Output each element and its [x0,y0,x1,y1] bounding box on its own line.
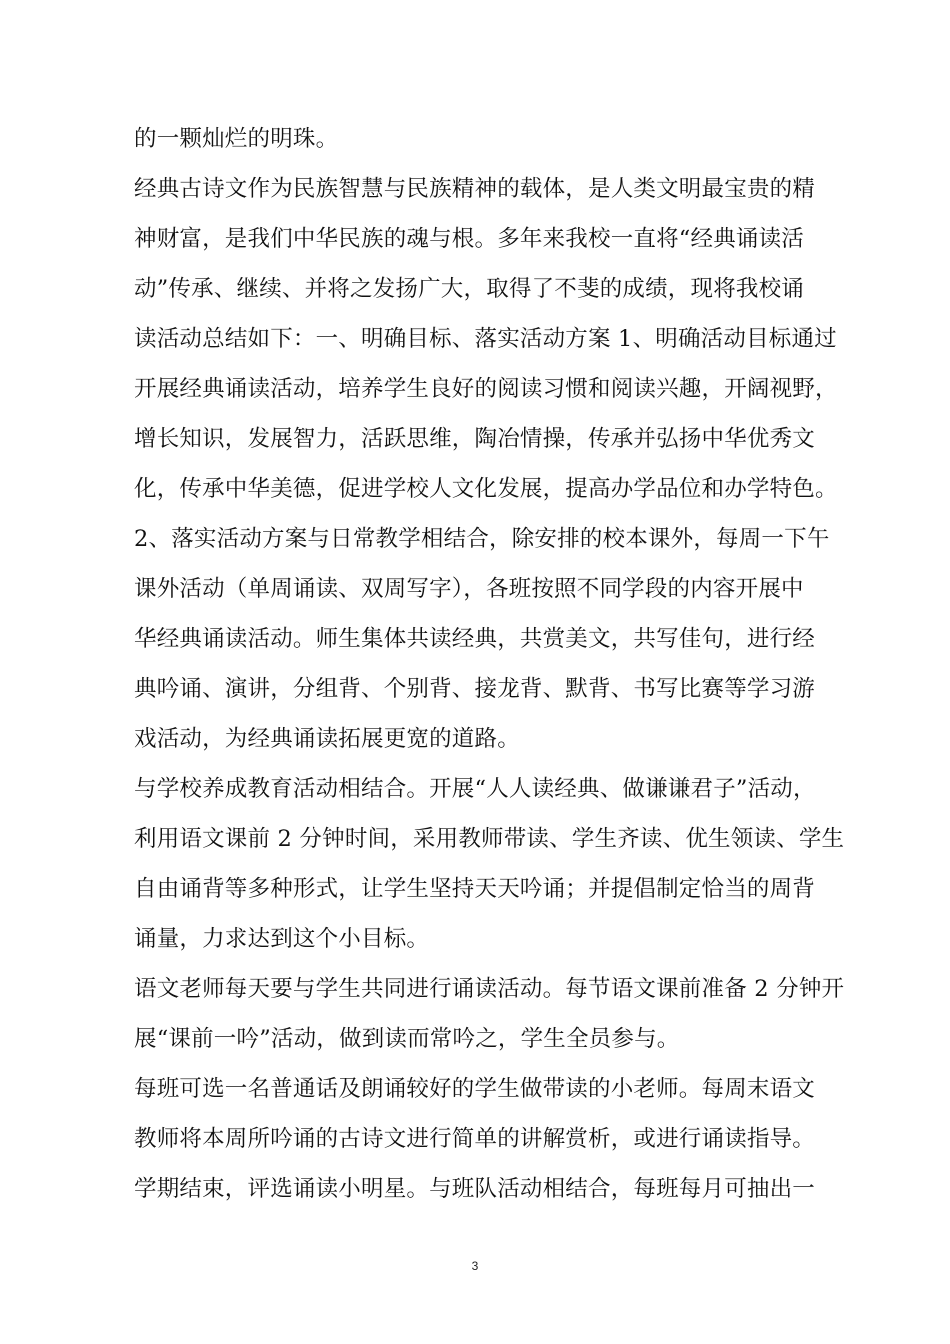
text-line: 展“课前一吟”活动，做到读而常吟之，学生全员参与。 [134,1026,680,1052]
text-line: 课外活动（单周诵读、双周写字），各班按照不同学段的内容开展中 [134,576,804,602]
text-line: 利用语文课前 2 分钟时间，采用教师带读、学生齐读、优生领读、学生 [134,826,845,852]
text-line: 的一颗灿烂的明珠。 [134,126,339,152]
text-line: 学期结束，评选诵读小明星。与班队活动相结合，每班每月可抽出一 [134,1176,816,1202]
text-line: 动”传承、继续、并将之发扬广大，取得了不斐的成绩，现将我校诵 [134,276,805,302]
text-line: 华经典诵读活动。师生集体共读经典，共赏美文，共写佳句，进行经 [134,626,816,652]
text-line: 每班可选一名普通话及朗诵较好的学生做带读的小老师。每周末语文 [134,1076,816,1102]
text-line: 诵量，力求达到这个小目标。 [134,926,430,952]
text-line: 教师将本周所吟诵的古诗文进行简单的讲解赏析，或进行诵读指导。 [134,1126,816,1152]
text-line: 神财富，是我们中华民族的魂与根。多年来我校一直将“经典诵读活 [134,226,805,252]
page-number: 3 [471,1259,479,1273]
text-line: 语文老师每天要与学生共同进行诵读活动。每节语文课前准备 2 分钟开 [134,976,845,1002]
text-line: 自由诵背等多种形式，让学生坚持天天吟诵；并提倡制定恰当的周背 [134,876,816,902]
text-line: 典吟诵、演讲，分组背、个别背、接龙背、默背、书写比赛等学习游 [134,676,816,702]
text-line: 与学校养成教育活动相结合。开展“人人读经典、做谦谦君子”活动， [134,776,816,802]
text-line: 戏活动，为经典诵读拓展更宽的道路。 [134,726,520,752]
text-line: 增长知识，发展智力，活跃思维，陶冶情操，传承并弘扬中华优秀文 [134,426,816,452]
text-line: 2、落实活动方案与日常教学相结合，除安排的校本课外，每周一下午 [134,526,830,552]
text-line: 开展经典诵读活动，培养学生良好的阅读习惯和阅读兴趣，开阔视野， [134,376,838,402]
text-line: 经典古诗文作为民族智慧与民族精神的载体，是人类文明最宝贵的精 [134,176,816,202]
text-line: 化，传承中华美德，促进学校人文化发展，提高办学品位和办学特色。 [134,476,838,502]
text-line: 读活动总结如下：一、明确目标、落实活动方案 1、明确活动目标通过 [134,326,837,352]
